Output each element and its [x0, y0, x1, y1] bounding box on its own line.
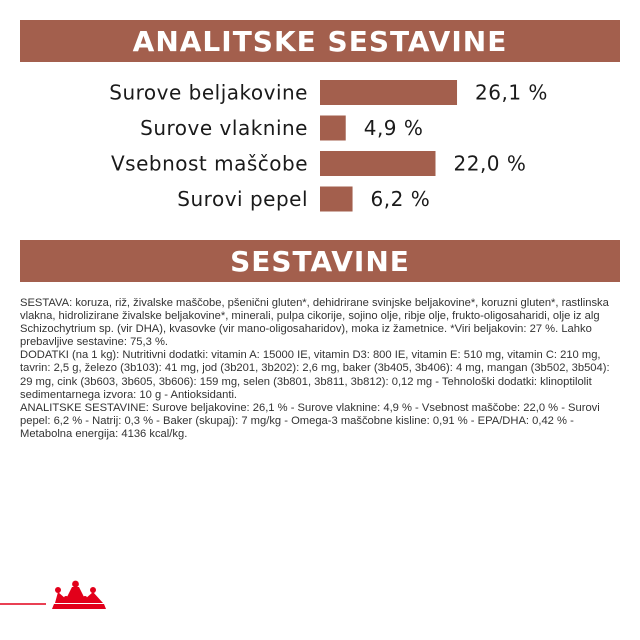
- ingredients-title: SESTAVINE: [230, 244, 410, 278]
- analysis-paragraph: ANALITSKE SESTAVINE: Surove beljakovine: 26,1 % - Surove vlaknine: 4,9 % - Vsebnost maščobe: 22,0 % - Surovi pepel: 6,2 % - Natrij: 0,3 % - Baker (skupaj): 7 mg/kg - Omega-3 maščobne kisline: 0,91 % - EPA/DHA: 0,42 % - Metabolna energija: 4136 kcal/kg.: [20, 401, 600, 440]
- analysis-title: ANALITSKE SESTAVINE: [132, 24, 508, 58]
- category-label: Surovi pepel: [177, 187, 308, 211]
- analysis-bar-chart: [0, 70, 640, 220]
- brand-footer: [0, 578, 640, 618]
- value-label: 26,1 %: [475, 80, 548, 105]
- bar: [320, 116, 346, 141]
- analysis-banner: [20, 20, 620, 62]
- value-label: 22,0 %: [453, 151, 527, 176]
- category-label: Vsebnost maščobe: [110, 151, 308, 176]
- bar: [320, 80, 457, 105]
- ingredients-banner: [20, 240, 620, 282]
- value-label: 4,9 %: [363, 116, 424, 140]
- value-label: 6,2 %: [370, 187, 431, 211]
- category-label: Surove vlaknine: [140, 116, 308, 140]
- composition-paragraph: SESTAVA: koruza, riž, živalske maščobe, pšenični gluten*, dehidrirane svinjske beljakovine*, koruzni gluten*, rastlinska vlakna, hidrolizirane živalske beljakovine*, minerali, pulpa cikorije, sojino olje, ribje olje, frukto-oligosaharidi, olje iz alg Schizochytrium sp. (vir DHA), kvasovke (vir mano-oligosaharidov), moka iz žametnice. *Viri beljakovin: 27 %. Lahko prebavljive sestavine: 75,3 %.: [20, 297, 609, 349]
- ingredients-text-block: [20, 297, 620, 441]
- category-label: Surove beljakovine: [109, 80, 308, 105]
- bar: [320, 187, 353, 212]
- bar: [320, 151, 436, 176]
- crown-logo-icon: [52, 581, 106, 609]
- additives-paragraph: DODATKI (na 1 kg): Nutritivni dodatki: vitamin A: 15000 IE, vitamin D3: 800 IE, vitamin E: 510 mg, vitamin C: 210 mg, tavrin: 2,5 g, železo (3b103): 41 mg, jod (3b201, 3b202): 2,6 mg, baker (3b405, 3b406): 4 mg, mangan (3b502, 3b504): 29 mg, cink (3b603, 3b605, 3b606): 159 mg, selen (3b801, 3b811, 3b812): 0,12 mg - Tehnološki dodatki: klinoptilolit sedimentarnega izvora: 10 g - Antioksidanti.: [20, 349, 610, 401]
